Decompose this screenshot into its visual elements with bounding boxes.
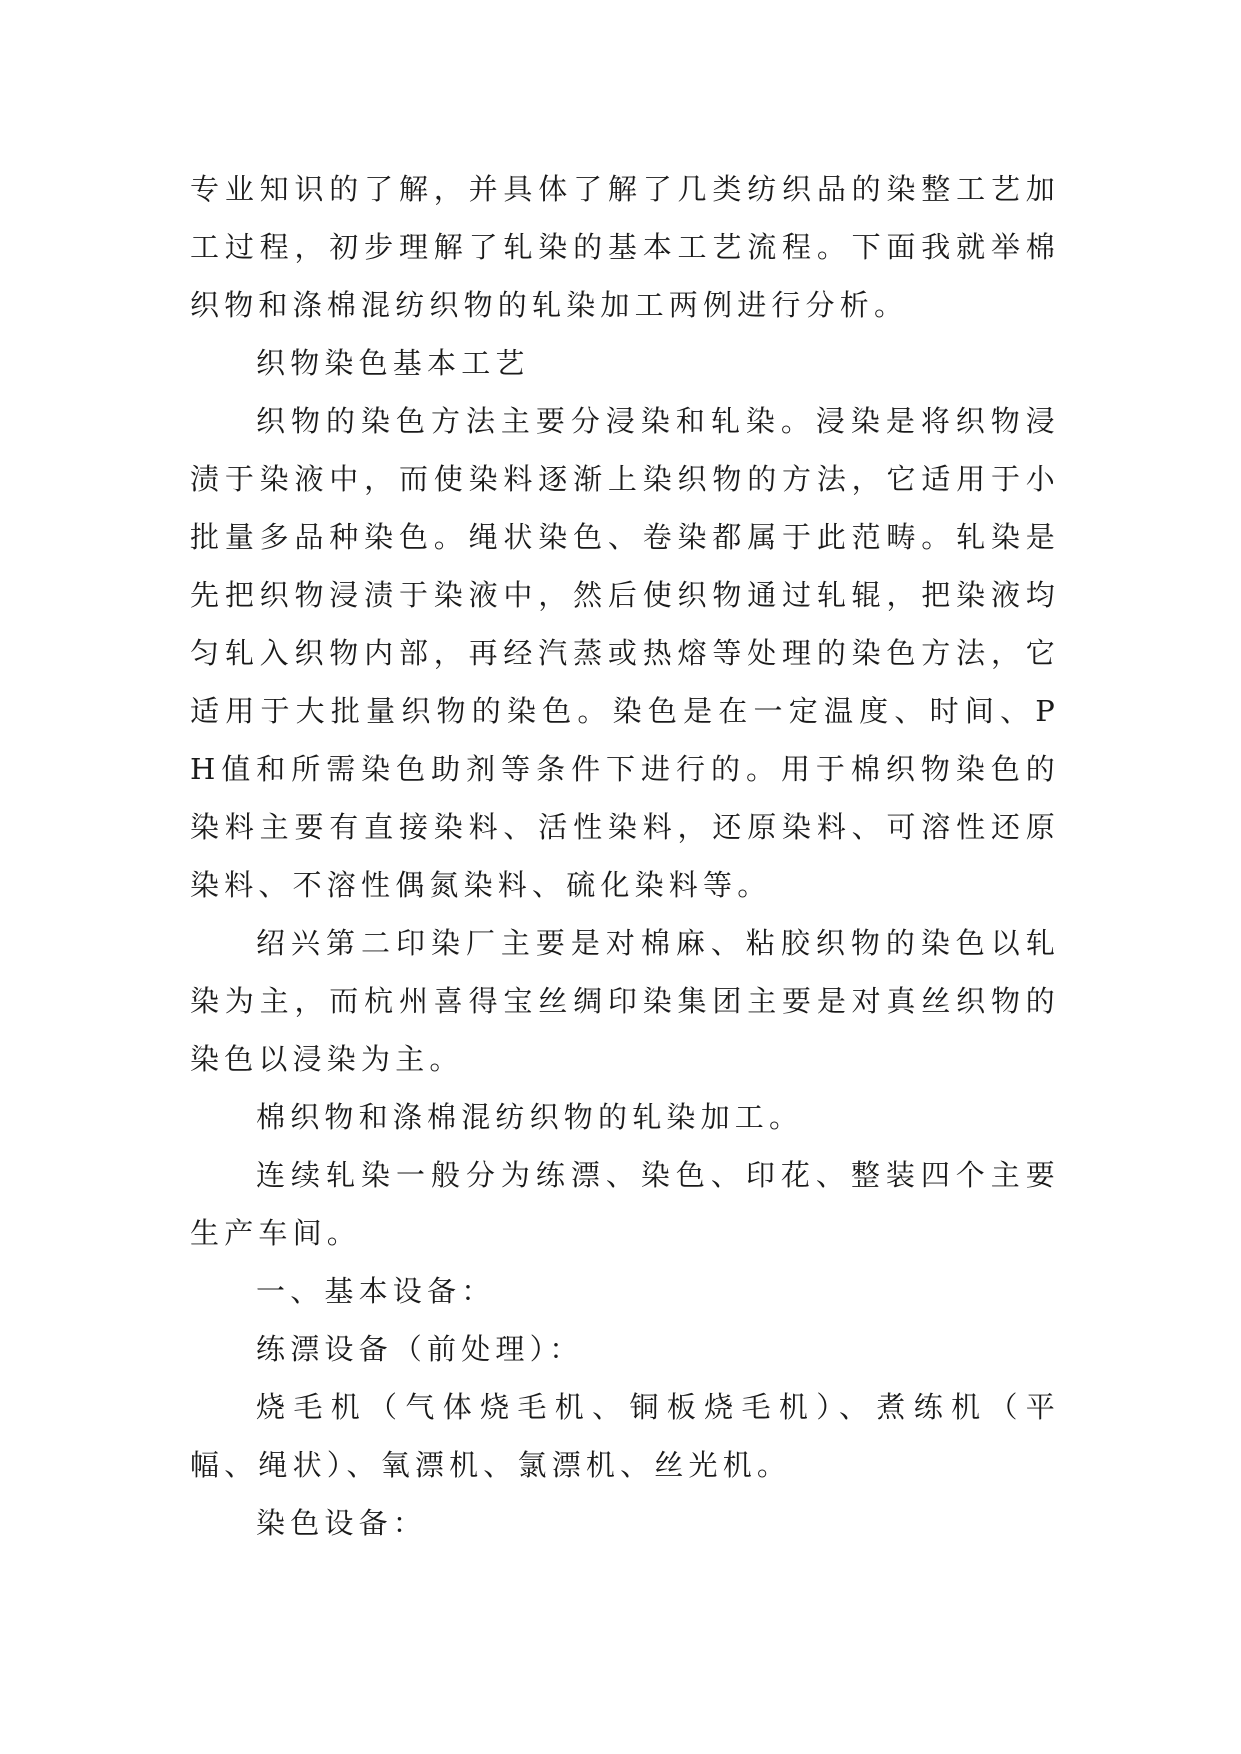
document-page bbox=[190, 160, 1060, 1552]
paragraph-intro: 专业知识的了解，并具体了解了几类纺织品的染整工艺加工过程，初步理解了轧染的基本工艺流程。下面我就举棉织物和涤棉混纺织物的轧染加工两例进行分析。 bbox=[190, 172, 1060, 322]
paragraph-pretreatment-machines: 烧毛机（气体烧毛机、铜板烧毛机）、煮练机（平幅、绳状）、氧漂机、氯漂机、丝光机。 bbox=[190, 1390, 1060, 1482]
heading-dyeing-process: 织物染色基本工艺 bbox=[256, 346, 530, 380]
heading-dyeing-equipment: 染色设备： bbox=[256, 1506, 428, 1540]
heading-pretreatment-equipment: 练漂设备（前处理）： bbox=[256, 1332, 584, 1366]
heading-pad-dyeing: 棉织物和涤棉混纺织物的轧染加工。 bbox=[256, 1100, 804, 1134]
paragraph-workshops: 连续轧染一般分为练漂、染色、印花、整装四个主要生产车间。 bbox=[190, 1158, 1060, 1250]
heading-basic-equipment: 一、基本设备： bbox=[256, 1274, 496, 1308]
paragraph-dyeing-methods: 织物的染色方法主要分浸染和轧染。浸染是将织物浸渍于染液中，而使染料逐渐上染织物的方法，它适用于小批量多品种染色。绳状染色、卷染都属于此范畴。轧染是先把织物浸渍于染液中，然后使织物通过轧辊，把染液均匀轧入织物内部，再经汽蒸或热熔等处理的染色方法，它适用于大批量织物的染色。染色是在一定温度、时间、PH值和所需染色助剂等条件下进行的。用于棉织物染色的染料主要有直接染料、活性染料，还原染料、可溶性还原染料、不溶性偶氮染料、硫化染料等。 bbox=[190, 404, 1060, 902]
paragraph-factories: 绍兴第二印染厂主要是对棉麻、粘胶织物的染色以轧染为主，而杭州喜得宝丝绸印染集团主要是对真丝织物的染色以浸染为主。 bbox=[190, 926, 1060, 1076]
